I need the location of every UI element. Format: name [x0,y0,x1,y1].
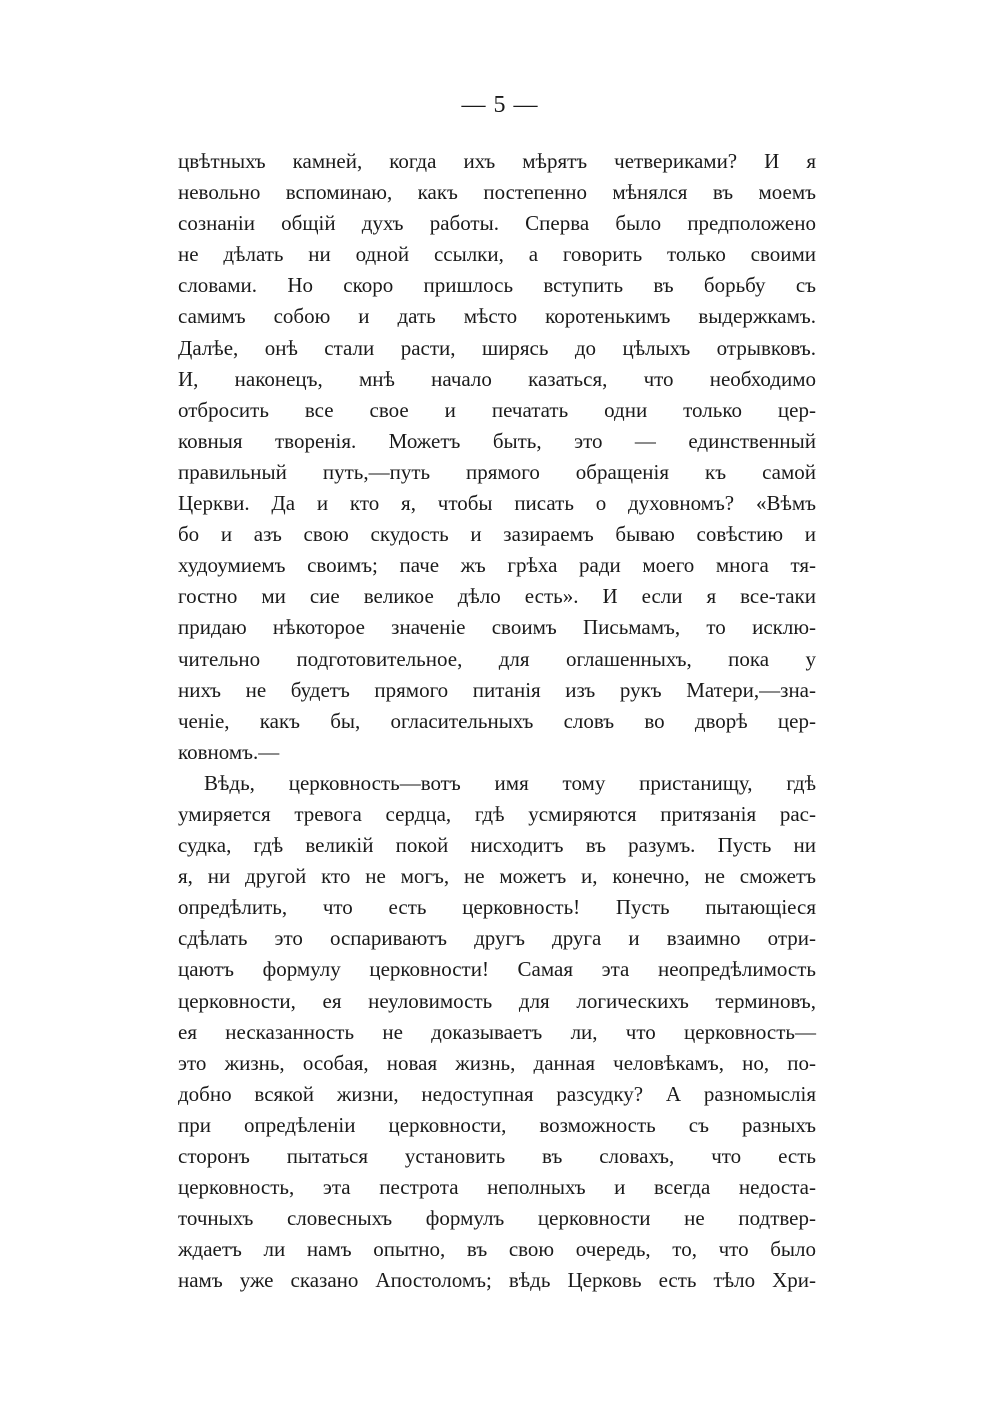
text-line: нихъ не будетъ прямого питанiя изъ рукъ Матери,—зна- [178,677,816,702]
text-line: самимъ собою и дать мѣсто коротенькимъ выдержкамъ. [178,304,816,329]
text-line: бо и азъ свою скудость и зазираемъ бываю совѣстию и [178,522,816,547]
text-line: словами. Но скоро пришлось вступить въ борьбу съ [178,273,816,298]
body-text [178,146,816,1296]
text-line: правильный путь,—путь прямого обращенiя къ самой [178,459,816,484]
text-line: церковности, ея неуловимость для логическихъ терминовъ, [178,988,816,1013]
paragraph-2 [178,768,816,1297]
text-line: ченiе, какъ бы, огласительныхъ словъ во дворѣ цер- [178,708,816,733]
text-line: худоумиемъ своимъ; паче жъ грѣха ради моего многа тя- [178,553,816,578]
text-line: чительно подготовительное, для оглашенныхъ, пока у [178,646,816,671]
text-line: намъ уже сказано Апостоломъ; вѣдь Церковь есть тѣло Хри- [178,1268,816,1293]
text-line: не дѣлать ни одной ссылки, а говорить только своими [178,242,816,267]
text-line: судка, гдѣ великiй покой нисходитъ въ разумъ. Пусть ни [178,833,816,858]
text-line: ея несказанность не доказываетъ ли, что церковность— [178,1019,816,1044]
text-line: это жизнь, особая, новая жизнь, данная человѣкамъ, но, по- [178,1050,816,1075]
text-line: И, наконецъ, мнѣ начало казаться, что необходимо [178,366,816,391]
text-line: церковность, эта пестрота неполныхъ и всегда недоста- [178,1175,816,1200]
text-line: сдѣлать это оспариваютъ другъ друга и взаимно отри- [178,926,816,951]
text-line: цаютъ формулу церковности! Самая эта неопредѣлимость [178,957,816,982]
text-line: ковномъ.— [178,739,280,764]
page-number: — 5 — [461,92,539,118]
text-line: Далѣе, онѣ стали расти, ширясь до цѣлыхъ отрывковъ. [178,335,816,360]
text-line: цвѣтныхъ камней, когда ихъ мѣрятъ четвериками? И я [178,149,816,173]
text-line: невольно вспоминаю, какъ постепенно мѣнялся въ моемъ [178,180,816,205]
text-line: сознанiи общiй духъ работы. Сперва было предположено [178,211,816,236]
text-line: умиряется тревога сердца, гдѣ усмиряются притязанiя рас- [178,801,816,826]
text-line: я, ни другой кто не могъ, не можетъ и, конечно, не сможетъ [178,864,816,889]
text-line: при опредѣленiи церковности, возможность съ разныхъ [178,1112,816,1137]
text-line: придаю нѣкоторое значенiе своимъ Письмамъ, то исклю- [178,615,816,640]
text-line: отбросить все свое и печатать одни только цер- [178,397,816,422]
text-line: Вѣдь, церковность—вотъ имя тому пристанищу, гдѣ [204,770,816,795]
text-line: добно всякой жизни, недоступная разсудку? А разномыслiя [178,1081,816,1106]
text-line: ждаетъ ли намъ опытно, въ свою очередь, то, что было [178,1237,816,1262]
text-line: ковныя творенiя. Можетъ быть, это — единственный [178,428,816,453]
text-line: опредѣлить, что есть церковность! Пусть пытающiеся [178,895,816,920]
text-line: Церкви. Да и кто я, чтобы писать о духовномъ? «Вѣмъ [178,491,816,516]
text-line: точныхъ словесныхъ формулъ церковности не подтвер- [178,1206,816,1231]
paragraph-1 [178,146,816,768]
text-line: гостно ми сие великое дѣло есть». И если я все-таки [178,584,816,609]
text-line: сторонъ пытаться установить въ словахъ, что есть [178,1144,816,1168]
